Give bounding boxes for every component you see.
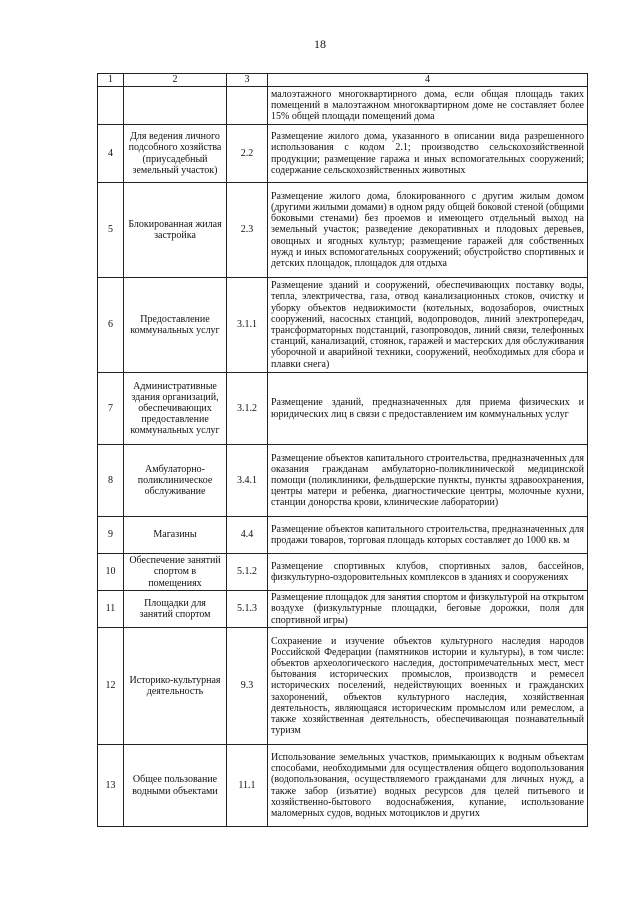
use-type-name: Блокированная жилая застройка bbox=[124, 183, 227, 278]
use-type-description: Размещение спортивных клубов, спортивных залов, бассейнов, физкультурно-оздоровительных комплексов в зданиях и сооружениях bbox=[268, 554, 588, 591]
use-type-name: Площадки для занятий спортом bbox=[124, 591, 227, 628]
page-number: 18 bbox=[314, 37, 326, 51]
use-type-code: 9.3 bbox=[227, 628, 268, 745]
table-row bbox=[98, 745, 588, 827]
row-number: 5 bbox=[98, 183, 124, 278]
table-row bbox=[98, 278, 588, 373]
use-type-description: Размещение жилого дома, указанного в описании вида разрешенного использования с кодом 2.1; производство сельскохозяйственной продукции; размещение гаража и иных вспомогательных сооружений; содержание сельскохозяйственных животных bbox=[268, 125, 588, 183]
use-type-description: Размещение объектов капитального строительства, предназначенных для оказания гражданам амбулаторно-поликлинической медицинской помощи (поликлиники, фельдшерские пункты, пункты здравоохранения, центры матери и ребенка, диагностические центры, молочные кухни, станции донорства крови, клинические лаборатории) bbox=[268, 445, 588, 517]
use-type-description: Размещение объектов капитального строительства, предназначенных для продажи товаров, торговая площадь которых составляет до 1000 кв. м bbox=[268, 517, 588, 554]
use-type-code bbox=[227, 87, 268, 125]
row-number: 9 bbox=[98, 517, 124, 554]
use-type-description: Сохранение и изучение объектов культурного наследия народов Российской Федерации (памятников истории и культуры), в том числе: объектов археологического наследия, достопримечательных мест, мест бытования исторических промыслов, производств и ремесел исторических поселений, недействующих военных и гражданских захоронений, объектов культурного наследия, хозяйственная деятельность, являющаяся историческим промыслом или ремеслом, а также хозяйственная деятельность, обеспечивающая познавательный туризм bbox=[268, 628, 588, 745]
use-type-code: 3.1.2 bbox=[227, 373, 268, 445]
header-col-3: 3 bbox=[227, 74, 268, 87]
use-type-code: 11.1 bbox=[227, 745, 268, 827]
land-use-table bbox=[97, 73, 588, 827]
table-row bbox=[98, 183, 588, 278]
row-number: 4 bbox=[98, 125, 124, 183]
use-type-description: Использование земельных участков, примыкающих к водным объектам способами, необходимыми для осуществления общего водопользования (водопользования, осуществляемого гражданами для личных нужд, а также забор (изъятие) водных ресурсов для целей питьевого и хозяйственно-бытового водоснабжения, купание, использование маломерных судов, водных мотоциклов и других bbox=[268, 745, 588, 827]
table-row bbox=[98, 373, 588, 445]
use-type-description: Размещение жилого дома, блокированного с другим жилым домом (другими жилыми домами) в одном ряду общей боковой стеной (общими боковыми стенами) без проемов и имеющего отдельный выход на земельный участок; разведение декоративных и плодовых деревьев, овощных и ягодных культур; размещение гаражей для собственных нужд и иных вспомогательных сооружений; обустройство спортивных и детских площадок, площадок для отдыха bbox=[268, 183, 588, 278]
use-type-name: Магазины bbox=[124, 517, 227, 554]
use-type-name: Административные здания организаций, обеспечивающих предоставление коммунальных услуг bbox=[124, 373, 227, 445]
use-type-name bbox=[124, 87, 227, 125]
table-row bbox=[98, 554, 588, 591]
use-type-code: 3.4.1 bbox=[227, 445, 268, 517]
use-type-code: 2.2 bbox=[227, 125, 268, 183]
use-type-description: Размещение зданий, предназначенных для приема физических и юридических лиц в связи с предоставлением им коммунальных услуг bbox=[268, 373, 588, 445]
row-number: 12 bbox=[98, 628, 124, 745]
use-type-name: Амбулаторно-поликлиническое обслуживание bbox=[124, 445, 227, 517]
use-type-code: 5.1.3 bbox=[227, 591, 268, 628]
row-number: 11 bbox=[98, 591, 124, 628]
use-type-code: 5.1.2 bbox=[227, 554, 268, 591]
table-row bbox=[98, 591, 588, 628]
table-row bbox=[98, 517, 588, 554]
header-col-4: 4 bbox=[268, 74, 588, 87]
header-col-2: 2 bbox=[124, 74, 227, 87]
use-type-description: малоэтажного многоквартирного дома, если общая площадь таких помещений в малоэтажном многоквартирном доме не составляет более 15% общей площади помещений дома bbox=[268, 87, 588, 125]
row-number: 13 bbox=[98, 745, 124, 827]
use-type-code: 4.4 bbox=[227, 517, 268, 554]
row-number: 6 bbox=[98, 278, 124, 373]
use-type-name: Обеспечение занятий спортом в помещениях bbox=[124, 554, 227, 591]
use-type-name: Предоставление коммунальных услуг bbox=[124, 278, 227, 373]
row-number: 7 bbox=[98, 373, 124, 445]
use-type-name: Для ведения личного подсобного хозяйства (приусадебный земельный участок) bbox=[124, 125, 227, 183]
table-row bbox=[98, 445, 588, 517]
table-header-row bbox=[98, 74, 588, 87]
use-type-description: Размещение площадок для занятия спортом и физкультурой на открытом воздухе (физкультурные площадки, беговые дорожки, поля для спортивной игры) bbox=[268, 591, 588, 628]
table-row bbox=[98, 87, 588, 125]
use-type-description: Размещение зданий и сооружений, обеспечивающих поставку воды, тепла, электричества, газа, отвод канализационных стоков, очистку и уборку объектов недвижимости (котельных, водозаборов, очистных сооружений, насосных станций, водопроводов, линий электропередач, трансформаторных подстанций, газопроводов, линий связи, телефонных станций, канализаций, стоянок, гаражей и мастерских для обслуживания уборочной и аварийной техники, сооружений, необходимых для сбора и плавки снега) bbox=[268, 278, 588, 373]
use-type-name: Историко-культурная деятельность bbox=[124, 628, 227, 745]
use-type-name: Общее пользование водными объектами bbox=[124, 745, 227, 827]
row-number: 10 bbox=[98, 554, 124, 591]
table-row bbox=[98, 628, 588, 745]
header-col-1: 1 bbox=[98, 74, 124, 87]
row-number: 8 bbox=[98, 445, 124, 517]
use-type-code: 3.1.1 bbox=[227, 278, 268, 373]
use-type-code: 2.3 bbox=[227, 183, 268, 278]
row-number bbox=[98, 87, 124, 125]
table-row bbox=[98, 125, 588, 183]
